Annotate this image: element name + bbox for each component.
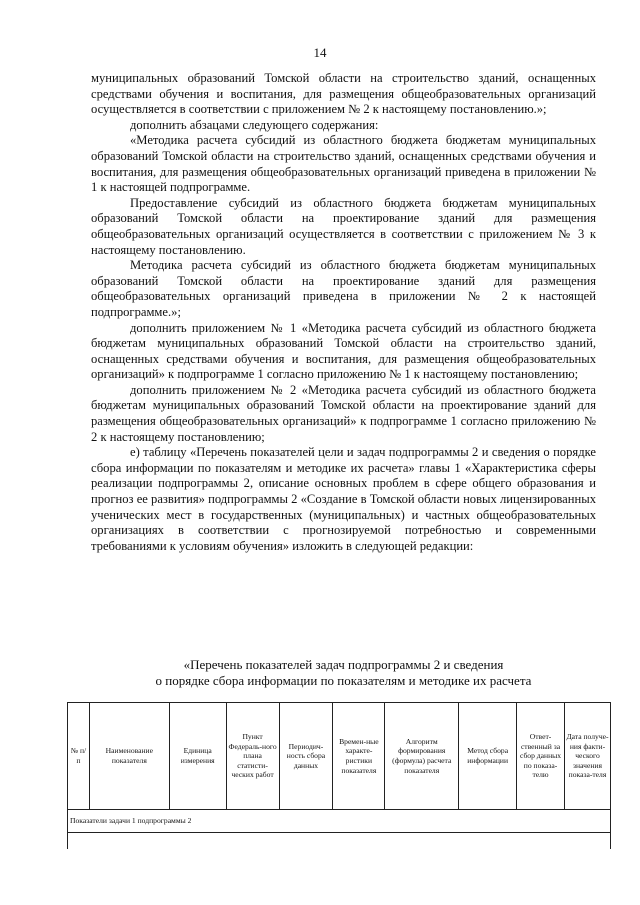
paragraph-8: е) таблицу «Перечень показателей цели и задач подпрограммы 2 и сведения о порядке сбора информации по показателям и методике их расчета» главы 1 «Характеристика сферы реализации подпрограммы 2, описание основных проблем в сфере общего образования и прогноз ее развития» подпрограммы 2 «Создание в Томской области новых лицензированных ученических мест в государственных (муниципальных) и частных общеобразовательных организациях в соответствии с прогнозируемой потребностью и современными требованиями к условиям обучения» изложить в следующей редакции:	[91, 445, 596, 553]
paragraph-6: дополнить приложением № 1 «Методика расчета субсидий из областного бюджета бюджетам муниципальных образований Томской области на строительство зданий, оснащенных средствами обучения и воспитания, для размещения общеобразовательных организаций» к подпрограмме 1 согласно приложению № 1 к настоящему постановлению;	[91, 320, 596, 382]
table-title-line-1: «Перечень показателей задач подпрограммы 2 и сведения	[183, 657, 504, 672]
page-number: 14	[313, 45, 327, 60]
paragraph-1: муниципальных образований Томской области на строительство зданий, оснащенных средствами обучения и воспитания, для размещения общеобразовательных организаций осуществляется в соответствии с приложением № 2 к настоящему постановлению.»;	[91, 71, 596, 117]
col-header-unit: Единица измерения	[169, 703, 226, 810]
col-header-time-characteristics: Времен-ные характе-ристики показателя	[333, 703, 385, 810]
paragraph-2: дополнить абзацами следующего содержания:	[130, 117, 379, 132]
col-header-responsible: Ответ-ственный за сбор данных по показа-телю	[517, 703, 565, 810]
col-header-stat-plan-item: Пункт Федераль-ного плана статисти-ческих работ	[226, 703, 279, 810]
paragraph-5: Методика расчета субсидий из областного бюджета бюджетам муниципальных образований Томской области на проектирование зданий для размещения общеобразовательных организаций приведена в приложении № 2 к настоящей подпрограмме.»;	[91, 258, 596, 319]
paragraph-3: «Методика расчета субсидий из областного бюджета бюджетам муниципальных образований Томской области на строительство зданий, оснащенных средствами обучения и воспитания, для размещения общеобразовательных организаций приведена в приложении № 1 к настоящей подпрограмме.	[91, 133, 596, 195]
section-label: Показатели задачи 1 подпрограммы 2	[68, 810, 611, 833]
table-empty-row	[68, 833, 611, 850]
paragraph-7: дополнить приложением № 2 «Методика расчета субсидий из областного бюджета бюджетам муниципальных образований Томской области на проектирование зданий для размещения общеобразовательных организаций» к подпрограмме 1 согласно приложению № 2 к настоящему постановлению;	[91, 382, 596, 444]
col-header-collection-method: Метод сбора информации	[459, 703, 517, 810]
col-header-indicator-name: Наименование показателя	[89, 703, 169, 810]
col-header-frequency: Периодич-ность сбора данных	[279, 703, 333, 810]
table-header-row	[68, 703, 611, 810]
paragraph-4: Предоставление субсидий из областного бюджета бюджетам муниципальных образований Томской области на проектирование зданий для размещения общеобразовательных организаций осуществляется в соответствии с приложением № 3 к настоящему постановлению.	[91, 195, 596, 257]
col-header-actual-value-date: Дата получе-ния факти-ческого значения показа-теля	[564, 703, 610, 810]
col-header-number: № п/п	[68, 703, 90, 810]
col-header-algorithm: Алгоритм формирования (формула) расчета показателя	[385, 703, 459, 810]
table-continuation	[68, 833, 611, 850]
table-title-line-2: о порядке сбора информации по показателям и методике их расчета	[155, 673, 532, 688]
table-title	[91, 657, 596, 689]
body-text	[91, 71, 596, 554]
indicators-table	[67, 702, 611, 849]
table-section-row	[68, 810, 611, 833]
